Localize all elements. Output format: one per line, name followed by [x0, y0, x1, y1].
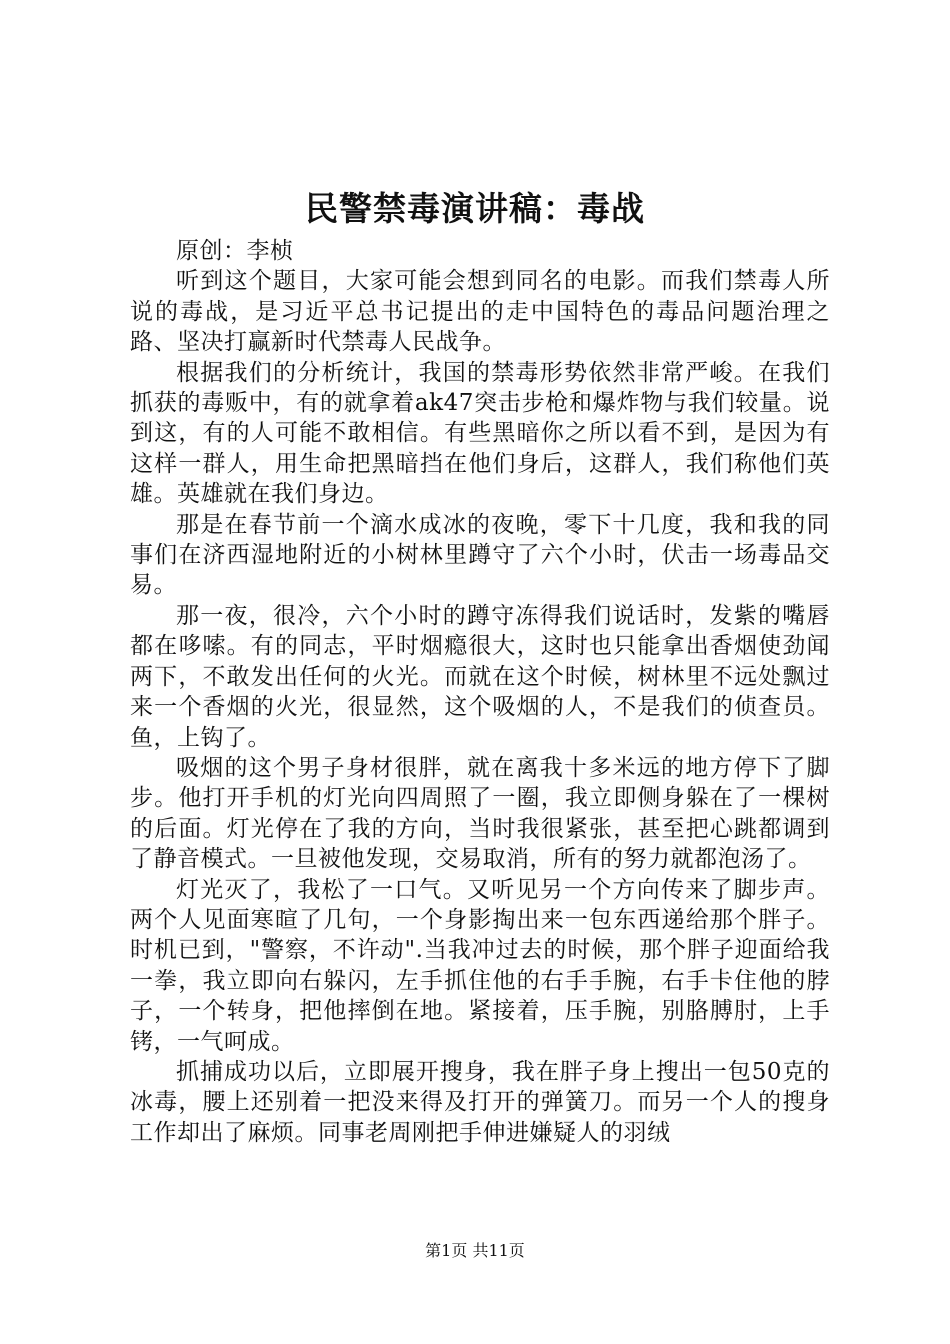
paragraph-1: 听到这个题目，大家可能会想到同名的电影。而我们禁毒人所说的毒战，是习近平总书记提出的走中国特色的毒品问题治理之路、坚决打赢新时代禁毒人民战争。 [130, 268, 830, 356]
paragraph-3: 那是在春节前一个滴水成冰的夜晚，零下十几度，我和我的同事们在济西湿地附近的小树林里蹲守了六个小时，伏击一场毒品交易。 [130, 511, 830, 599]
author-line: 原创：李桢 [176, 238, 294, 264]
paragraph-5: 吸烟的这个男子身材很胖，就在离我十多米远的地方停下了脚步。他打开手机的灯光向四周照了一圈，我立即侧身躲在了一棵树的后面。灯光停在了我的方向，当时我很紧张，甚至把心跳都调到了静音模式。一旦被他发现，交易取消，所有的努力就都泡汤了。 [130, 754, 830, 873]
document-title: 民警禁毒演讲稿：毒战 [305, 189, 645, 228]
paragraph-4: 那一夜，很冷，六个小时的蹲守冻得我们说话时，发紫的嘴唇都在哆嗦。有的同志，平时烟瘾很大，这时也只能拿出香烟使劲闻两下，不敢发出任何的火光。而就在这个时候，树林里不远处飘过来一个香烟的火光，很显然，这个吸烟的人，不是我们的侦查员。鱼，上钩了。 [130, 602, 830, 751]
paragraph-6: 灯光灭了，我松了一口气。又听见另一个方向传来了脚步声。两个人见面寒暄了几句，一个身影掏出来一包东西递给那个胖子。时机已到，"警察，不许动".当我冲过去的时候，那个胖子迎面给我一拳，我立即向右躲闪，左手抓住他的右手手腕，右手卡住他的脖子，一个转身，把他摔倒在地。紧接着，压手腕，别胳膊肘，上手铐，一气呵成。 [130, 876, 830, 1055]
paragraph-2: 根据我们的分析统计，我国的禁毒形势依然非常严峻。在我们抓获的毒贩中，有的就拿着ak47突击步枪和爆炸物与我们较量。说到这，有的人可能不敢相信。有些黑暗你之所以看不到，是因为有这样一群人，用生命把黑暗挡在他们身后，这群人，我们称他们英雄。英雄就在我们身边。 [130, 359, 830, 508]
page-number-footer: 第1页 共11页 [425, 1241, 525, 1260]
document-body [130, 236, 830, 1148]
paragraph-7: 抓捕成功以后，立即展开搜身，我在胖子身上搜出一包50克的冰毒，腰上还别着一把没来得及打开的弹簧刀。而另一个人的搜身工作却出了麻烦。同事老周刚把手伸进嫌疑人的羽绒 [130, 1058, 830, 1146]
